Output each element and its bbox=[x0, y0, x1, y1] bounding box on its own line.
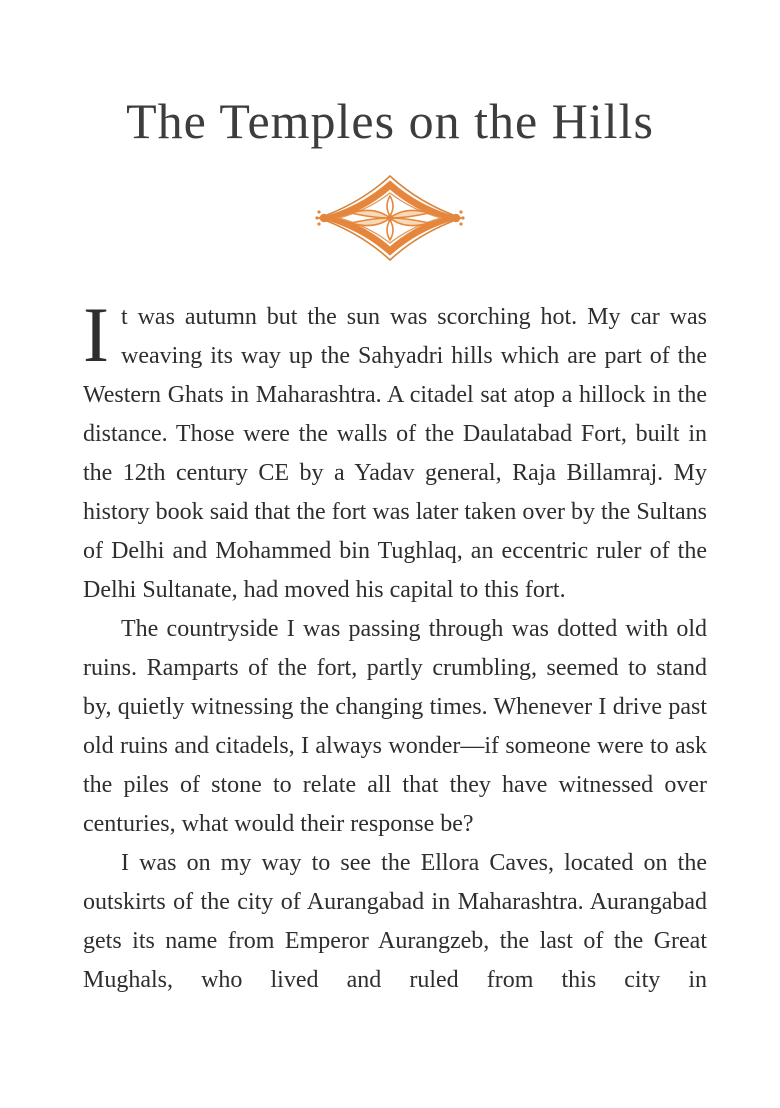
chapter-title: The Temples on the Hills bbox=[126, 93, 654, 149]
drop-cap: I bbox=[83, 291, 109, 378]
paragraph: The countryside I was passing through was dotted with old ruins. Ramparts of the fort, partly crumbling, seemed to stand by, quietly witnessing the changing times. Whenever I drive past old ruins and citadels, I always wonder—if someone were to ask the piles of stone to relate all that they have witnessed over centuries, what would their response be? bbox=[83, 616, 707, 837]
ornament-divider bbox=[0, 172, 780, 262]
chapter-body bbox=[83, 291, 707, 1000]
paragraph bbox=[83, 291, 707, 610]
paragraph: I was on my way to see the Ellora Caves, located on the outskirts of the city of Aurangabad in Maharashtra. Aurangabad gets its name from Emperor Aurangzeb, the last of the Great Mughals, who lived and ruled from this city in bbox=[83, 850, 707, 993]
diamond-floral-divider-icon bbox=[315, 172, 465, 264]
paragraph-text: t was autumn but the sun was scorching hot. My car was weaving its way up the Sahyadri hills which are part of the Western Ghats in Maharashtra. A citadel sat atop a hillock in the distance. Those were the walls of the Daulatabad Fort, built in the 12th century CE by a Yadav general, Raja Billamraj. My history book said that the fort was later taken over by the Sultans of Delhi and Mohammed bin Tughlaq, an eccentric ruler of the Delhi Sultanate, had moved his capital to this fort. bbox=[83, 304, 707, 603]
